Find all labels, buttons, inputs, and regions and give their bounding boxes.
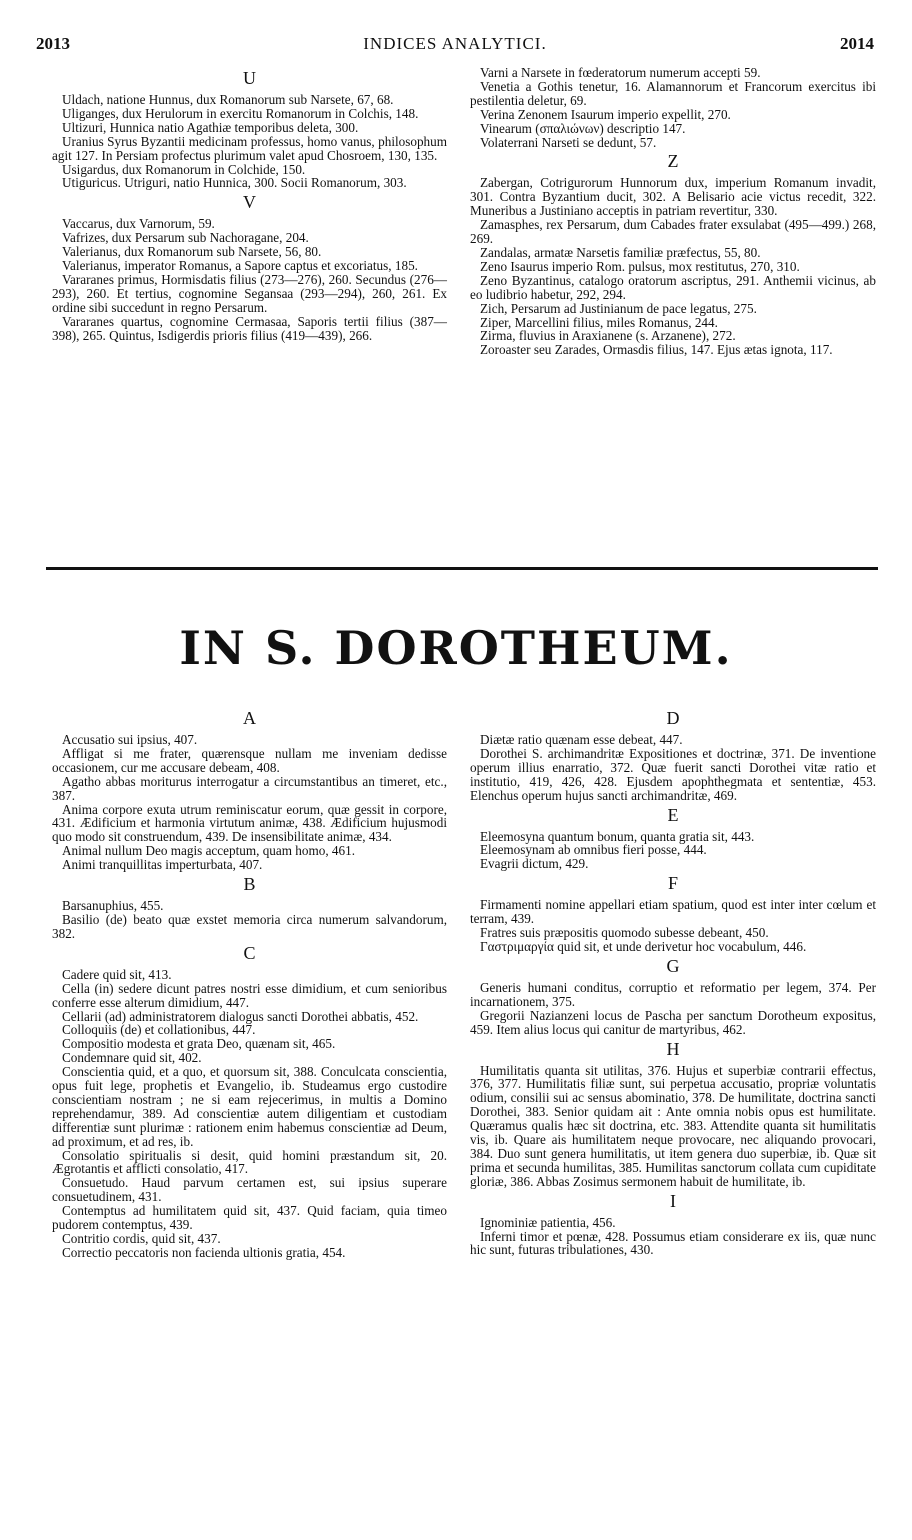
index-letter-heading: E (667, 804, 679, 825)
index-entry: Accusatio sui ipsius, 407. (62, 732, 198, 747)
index-entry: Γαστριμαργία quid sit, et unde derivetur hoc vocabulum, 446. (480, 938, 807, 954)
index-entry: Zich, Persarum ad Justinianum de pace legatus, 275. (480, 300, 757, 316)
index-entry: Ignominiæ patientia, 456. (480, 1214, 616, 1230)
index-letter-heading: V (243, 192, 256, 213)
index-letter-heading: Z (667, 151, 679, 172)
section-divider (46, 567, 878, 570)
index-letter-heading: I (670, 1190, 676, 1211)
index-entry: Vararanes quartus, cognomine Cermasaa, Saporis tertii filius (387—398), 265. Quintus, Isdigerdis prioris filius (419—439), 266. (52, 313, 447, 343)
index-entry: Diætæ ratio quænam esse debeat, 447. (480, 732, 683, 747)
running-header (36, 34, 874, 56)
index-entry: Humilitatis quanta sit utilitas, 376. Hujus et superbiæ contrarii effectus, 376, 377. Humilitatis filiæ sunt, sui perpetua accusatio, propriæ voluntatis odium, consilii sui ac sensus abominatio, 378. De humilitate, doctrina sancti Dorothei, 383. Senior quidam ait : Ante omnia nobis opus est humilitate. Quæramus qualis hæc sit doctrina, etc. 383. Attendite quanta sit humilitatis vis, ib. Quare ais humilitatem neque provocare, nec aliquando provocari, 384. Duo sunt genera humilitatis, ut item genera duo superbiæ, ib. Quæ sit prima et secunda humilitas, 385. Humilitas sanctorum collata cum cupiditate gloriæ, 386. Abbas Zosimus sermonem habuit de humilitate, ib. (470, 1062, 876, 1189)
index-entry: Uliganges, dux Herulorum in exercitu Romanorum in Colchis, 148. (62, 105, 419, 121)
page-number-right: 2014 (840, 34, 874, 53)
index-entry: Fratres suis præpositis quomodo subesse debeant, 450. (480, 925, 769, 941)
index-entry: Condemnare quid sit, 402. (62, 1050, 202, 1066)
page-number-left: 2013 (36, 34, 70, 53)
index-letter-heading: H (666, 1038, 680, 1059)
index-entry: Vinearum (σπαλιώνων) descriptio 147. (480, 120, 686, 136)
index-letter-heading: D (666, 708, 680, 728)
section-title: IN S. DOROTHEUM. (179, 621, 733, 675)
index-entry: Basilio (de) beato quæ exstet memoria circa numerum salvandorum, 382. (52, 911, 447, 941)
index-entry: Consuetudo. Haud parvum certamen est, sui ipsius superare consuetudinem, 431. (52, 1175, 447, 1205)
index-letter-heading: C (243, 942, 256, 963)
index-entry: Zeno Isaurus imperio Rom. pulsus, mox restitutus, 270, 310. (480, 258, 800, 274)
index-entry: Vafrizes, dux Persarum sub Nachoragane, 204. (62, 230, 309, 246)
index-entry: Ziper, Marcellini filius, miles Romanus, 244. (480, 314, 718, 330)
index-entry: Correctio peccatoris non facienda ultionis gratia, 454. (62, 1244, 346, 1260)
index-entry: Zirma, fluvius in Araxianene (s. Arzanene), 272. (480, 328, 736, 344)
index-entry: Cella (in) sedere dicunt patres nostri esse dimidium, et cum senioribus conferre esse alterum dimidium, 447. (52, 980, 447, 1010)
index-entry: Utiguricus. Utriguri, natio Hunnica, 300. Socii Romanorum, 303. (62, 175, 407, 191)
index-entry: Contritio cordis, quid sit, 437. (62, 1231, 221, 1246)
index-letter-heading: U (243, 68, 256, 88)
index-entry: Gregorii Nazianzeni locus de Pascha per sanctum Dorotheum expositus, 459. Item alius locus qui canitur de martyribus, 462. (470, 1007, 876, 1037)
index-entry: Firmamenti nomine appellari etiam spatium, quod est inter inter cœlum et terram, 439. (470, 897, 876, 927)
index-entry: Vararanes primus, Hormisdatis filius (273—276), 260. Secundus (276—293), 260. Et tertius, cognomine Segansaa (293—294), 260, 261. Ex ordine sibi succedunt in regno Persarum. (52, 271, 447, 315)
index-entry: Venetia a Gothis tenetur, 16. Alamannorum et Francorum exercitus ibi pestilentia deletur, 69. (470, 78, 876, 108)
index-entry: Usigardus, dux Romanorum in Colchide, 150. (62, 161, 306, 177)
index-letter-heading: G (666, 955, 680, 976)
index-entry: Verina Zenonem Isaurum imperio expellit, 270. (480, 106, 731, 122)
index-entry: Uranius Syrus Byzantii medicinam professus, homo vanus, philosophum agit 127. In Persiam profectus plurimum valet apud Chosroem, 130, 135. (52, 133, 447, 163)
index-entry: Zoroaster seu Zarades, Ormasdis filius, 147. Ejus ætas ignota, 117. (480, 342, 833, 358)
index-entry: Volaterrani Narseti se dedunt, 57. (480, 134, 657, 150)
index-entry: Cadere quid sit, 413. (62, 966, 172, 982)
index-entry: Anima corpore exuta utrum reminiscatur eorum, quæ gessit in corpore, 431. Ædificium et harmonia virtutum animæ, 438. Ædificium hujusmodi quo modo sit construendum, 439. De insensibilitate animæ, 434. (52, 801, 447, 845)
index-entry: Vaccarus, dux Varnorum, 59. (62, 216, 215, 232)
running-title: INDICES ANALYTICI. (363, 34, 547, 53)
index-entry: Affligat si me frater, quærensque nullam me inveniam dedisse occasionem, cur me accusare debeam, 408. (52, 745, 447, 775)
index-entry: Colloquiis (de) et collationibus, 447. (62, 1022, 256, 1038)
index-entry: Varni a Narsete in fœderatorum numerum accepti 59. (480, 65, 761, 80)
top-right-column (470, 66, 876, 357)
bottom-left-column (52, 706, 447, 1260)
index-entry: Evagrii dictum, 429. (480, 856, 589, 872)
index-entry: Zeno Byzantinus, catalogo oratorum ascriptus, 291. Anthemii vicinus, ab eo ludibrio habetur, 292, 294. (470, 272, 876, 302)
index-entry: Zamasphes, rex Persarum, dum Cabades frater exsulabat (495—499.) 268, 269. (470, 217, 876, 247)
index-entry: Eleemosynam ab omnibus fieri posse, 444. (480, 842, 707, 858)
bottom-right-column (470, 706, 876, 1257)
index-letter-heading: A (243, 708, 256, 728)
index-entry: Agatho abbas moriturus interrogatur a circumstantibus an timeret, etc., 387. (52, 773, 447, 803)
index-entry: Zabergan, Cotrigurorum Hunnorum dux, imperium Romanum invadit, 301. Contra Byzantium ducit, 302. A Belisario acie victus recedit, 322. Muneribus a Justiniano acceptis in patriam revertitur, 330. (470, 175, 876, 219)
index-letter-heading: B (243, 874, 256, 895)
top-left-column (52, 66, 447, 343)
index-letter-heading: F (667, 873, 678, 894)
index-entry: Consolatio spiritualis si desit, quid homini præstandum sit, 20. Ægrotantis et afflicti consolatio, 417. (52, 1147, 447, 1177)
index-entry: Dorothei S. archimandritæ Expositiones et doctrinæ, 371. De inventione operum illius enarratio, 372. Quæ fuerit sancti Dorothei vitæ ratio et institutio, 419, 426, 428. Ejusdem apophthegmata et sententiæ, 453. Elenchus operum hujus sancti archimandritæ, 469. (470, 745, 876, 803)
index-entry: Uldach, natione Hunnus, dux Romanorum sub Narsete, 67, 68. (62, 92, 394, 107)
index-entry: Valerianus, dux Romanorum sub Narsete, 56, 80. (62, 244, 322, 260)
index-entry: Inferni timor et pœnæ, 428. Possumus etiam considerare ex iis, quæ nunc hic sunt, futuras tribulationes, 430. (470, 1228, 876, 1258)
index-entry: Eleemosyna quantum bonum, quanta gratia sit, 443. (480, 828, 755, 844)
index-entry: Conscientia quid, et a quo, et quorsum sit, 388. Conculcata conscientia, opus fuit lege, prophetis et Evangelio, ib. Studeamus ergo custodire conscientiam nostram ; ne si eam rejecerimus, in multis a Domino reprehendamur, 389. Ad conscientiæ autem diligentiam et custodiam differentiæ sunt plurimæ : rationem enim habemus conscientiæ ad Deum, ad proximum, et ad res, ib. (52, 1064, 447, 1149)
index-entry: Ultizuri, Hunnica natio Agathiæ temporibus deleta, 300. (62, 119, 359, 135)
index-entry: Generis humani conditus, corruptio et reformatio per legem, 374. Per incarnationem, 375. (470, 979, 876, 1009)
index-entry: Contemptus ad humilitatem quid sit, 437. Quid faciam, quia timeo pudorem contemptus, 439. (52, 1203, 447, 1233)
index-entry: Animal nullum Deo magis acceptum, quam homo, 461. (62, 843, 356, 859)
index-entry: Valerianus, imperator Romanus, a Sapore captus et excoriatus, 185. (62, 258, 418, 274)
index-entry: Animi tranquillitas imperturbata, 407. (62, 857, 263, 873)
index-entry: Compositio modesta et grata Deo, quænam sit, 465. (62, 1036, 336, 1052)
index-entry: Barsanuphius, 455. (62, 898, 164, 914)
index-entry: Zandalas, armatæ Narsetis familiæ præfectus, 55, 80. (480, 244, 761, 260)
index-entry: Cellarii (ad) administratorem dialogus sancti Dorothei abbatis, 452. (62, 1008, 419, 1024)
